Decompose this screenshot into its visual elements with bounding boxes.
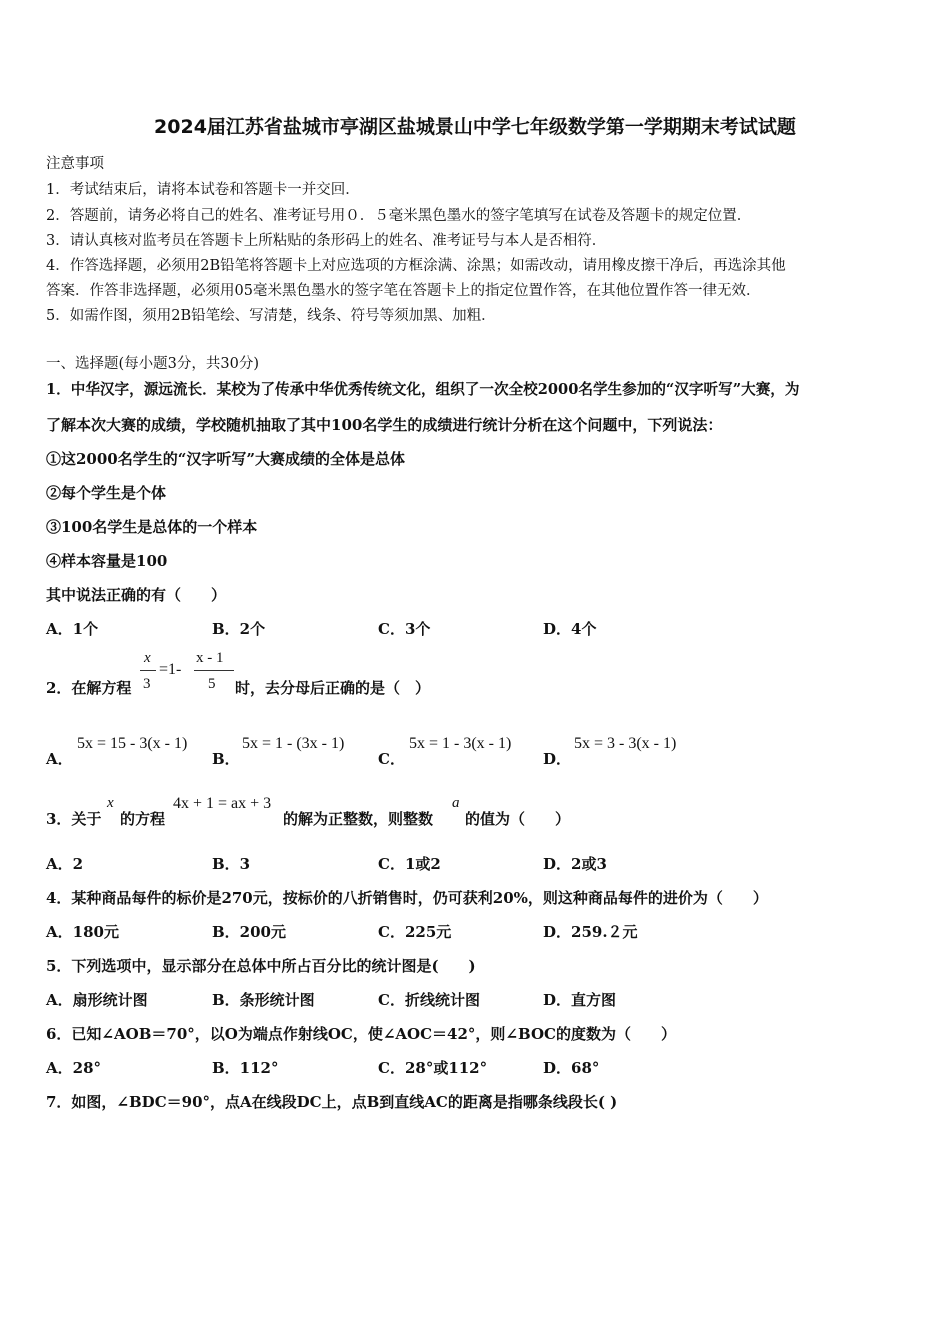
option-c[interactable]: C．225元 bbox=[378, 923, 452, 941]
variable-x: x bbox=[107, 795, 114, 811]
option-b-label[interactable]: B． bbox=[212, 750, 240, 768]
option-d-equation[interactable]: 5x = 3 - 3(x - 1) bbox=[574, 735, 677, 752]
option-d[interactable]: D．259.２元 bbox=[543, 923, 638, 941]
notice-item: 2．答题前，请务必将自己的姓名、准考证号用０．５毫米黑色墨水的签字笔填写在试卷及答题卡的规定位置． bbox=[46, 208, 752, 224]
option-a-label[interactable]: A． bbox=[46, 750, 73, 768]
variable-a: a bbox=[452, 795, 460, 811]
statement-4: ④样本容量是100 bbox=[46, 552, 168, 570]
question-5-text: 5．下列选项中，显示部分在总体中所占百分比的统计图是( ) bbox=[46, 957, 476, 975]
question-1-line1: 1．中华汉字，源远流长．某校为了传承中华优秀传统文化，组织了一次全校2000名学生参加的“汉字听写”大赛，为 bbox=[46, 381, 800, 398]
option-a-equation[interactable]: 5x = 15 - 3(x - 1) bbox=[77, 735, 188, 752]
question-3-part1: 3．关于 bbox=[46, 810, 102, 828]
option-d[interactable]: D．直方图 bbox=[543, 991, 617, 1009]
notice-heading: 注意事项 bbox=[46, 156, 104, 172]
question-3-part3: 的解为正整数，则整数 bbox=[283, 810, 434, 828]
option-d-label[interactable]: D． bbox=[543, 750, 572, 768]
question-2-prefix: 2．在解方程 bbox=[46, 679, 132, 697]
fraction-denominator: 3 bbox=[143, 676, 151, 692]
fraction-bar bbox=[194, 670, 234, 671]
option-a[interactable]: A．扇形统计图 bbox=[46, 991, 148, 1009]
option-c[interactable]: C．3个 bbox=[378, 620, 431, 638]
equation-q3: 4x + 1 = ax + 3 bbox=[173, 795, 272, 812]
equation-q2 bbox=[138, 650, 238, 700]
statement-1: ①这2000名学生的“汉字听写”大赛成绩的全体是总体 bbox=[46, 450, 406, 468]
fraction-numerator: x bbox=[144, 650, 151, 666]
notice-item: 3．请认真核对监考员在答题卡上所粘贴的条形码上的姓名、准考证号与本人是否相符． bbox=[46, 233, 607, 249]
option-b[interactable]: B．3 bbox=[212, 855, 251, 873]
option-d[interactable]: D．2或3 bbox=[543, 855, 607, 873]
question-3-part4: 的值为（ ） bbox=[465, 810, 571, 828]
statement-3: ③100名学生是总体的一个样本 bbox=[46, 518, 258, 536]
option-b[interactable]: B．条形统计图 bbox=[212, 991, 315, 1009]
fraction-bar bbox=[140, 670, 156, 671]
option-a[interactable]: A．2 bbox=[46, 855, 84, 873]
question-2-suffix: 时，去分母后正确的是（ ） bbox=[235, 679, 431, 697]
statement-2: ②每个学生是个体 bbox=[46, 484, 167, 502]
option-b[interactable]: B．112° bbox=[212, 1059, 279, 1077]
question-3-part2: 的方程 bbox=[120, 810, 166, 828]
notice-item: 4．作答选择题，必须用2B铅笔将答题卡上对应选项的方框涂满、涂黑；如需改动，请用橡皮擦干净后，再选涂其他 bbox=[46, 258, 786, 274]
option-a[interactable]: A．28° bbox=[46, 1059, 102, 1077]
question-4-text: 4．某种商品每件的标价是270元，按标价的八折销售时，仍可获利20%，则这种商品每件的进价为（ ） bbox=[46, 889, 768, 907]
fraction-numerator: x - 1 bbox=[196, 650, 224, 666]
option-c[interactable]: C．折线统计图 bbox=[378, 991, 480, 1009]
question-1-ask: 其中说法正确的有（ ） bbox=[46, 586, 227, 604]
exam-title: 2024届江苏省盐城市亭湖区盐城景山中学七年级数学第一学期期末考试试题 bbox=[154, 116, 796, 138]
notice-item: 答案．作答非选择题，必须用05毫米黑色墨水的签字笔在答题卡上的指定位置作答，在其他位置作答一律无效． bbox=[46, 283, 761, 299]
option-c-equation[interactable]: 5x = 1 - 3(x - 1) bbox=[409, 735, 512, 752]
notice-item: 1．考试结束后，请将本试卷和答题卡一并交回． bbox=[46, 182, 360, 198]
fraction-denominator: 5 bbox=[208, 676, 216, 692]
option-a[interactable]: A．180元 bbox=[46, 923, 119, 941]
notice-item: 5．如需作图，须用2B铅笔绘、写清楚，线条、符号等须加黑、加粗． bbox=[46, 308, 496, 324]
equation-middle: =1- bbox=[159, 661, 182, 678]
section-heading: 一、选择题(每小题3分，共30分) bbox=[46, 356, 259, 372]
option-b[interactable]: B．200元 bbox=[212, 923, 286, 941]
question-7-text: 7．如图，∠BDC＝90°，点A在线段DC上，点B到直线AC的距离是指哪条线段长( ) bbox=[46, 1093, 618, 1111]
option-c[interactable]: C．28°或112° bbox=[378, 1059, 488, 1077]
option-b-equation[interactable]: 5x = 1 - (3x - 1) bbox=[242, 735, 345, 752]
question-6-text: 6．已知∠AOB＝70°，以O为端点作射线OC，使∠AOC＝42°，则∠BOC的度数为（ ） bbox=[46, 1025, 676, 1043]
option-c[interactable]: C．1或2 bbox=[378, 855, 441, 873]
question-1-line2: 了解本次大赛的成绩，学校随机抽取了其中100名学生的成绩进行统计分析在这个问题中，下列说法： bbox=[46, 416, 723, 434]
option-a[interactable]: A．1个 bbox=[46, 620, 99, 638]
option-d[interactable]: D．4个 bbox=[543, 620, 597, 638]
option-c-label[interactable]: C． bbox=[378, 750, 405, 768]
option-b[interactable]: B．2个 bbox=[212, 620, 266, 638]
option-d[interactable]: D．68° bbox=[543, 1059, 600, 1077]
